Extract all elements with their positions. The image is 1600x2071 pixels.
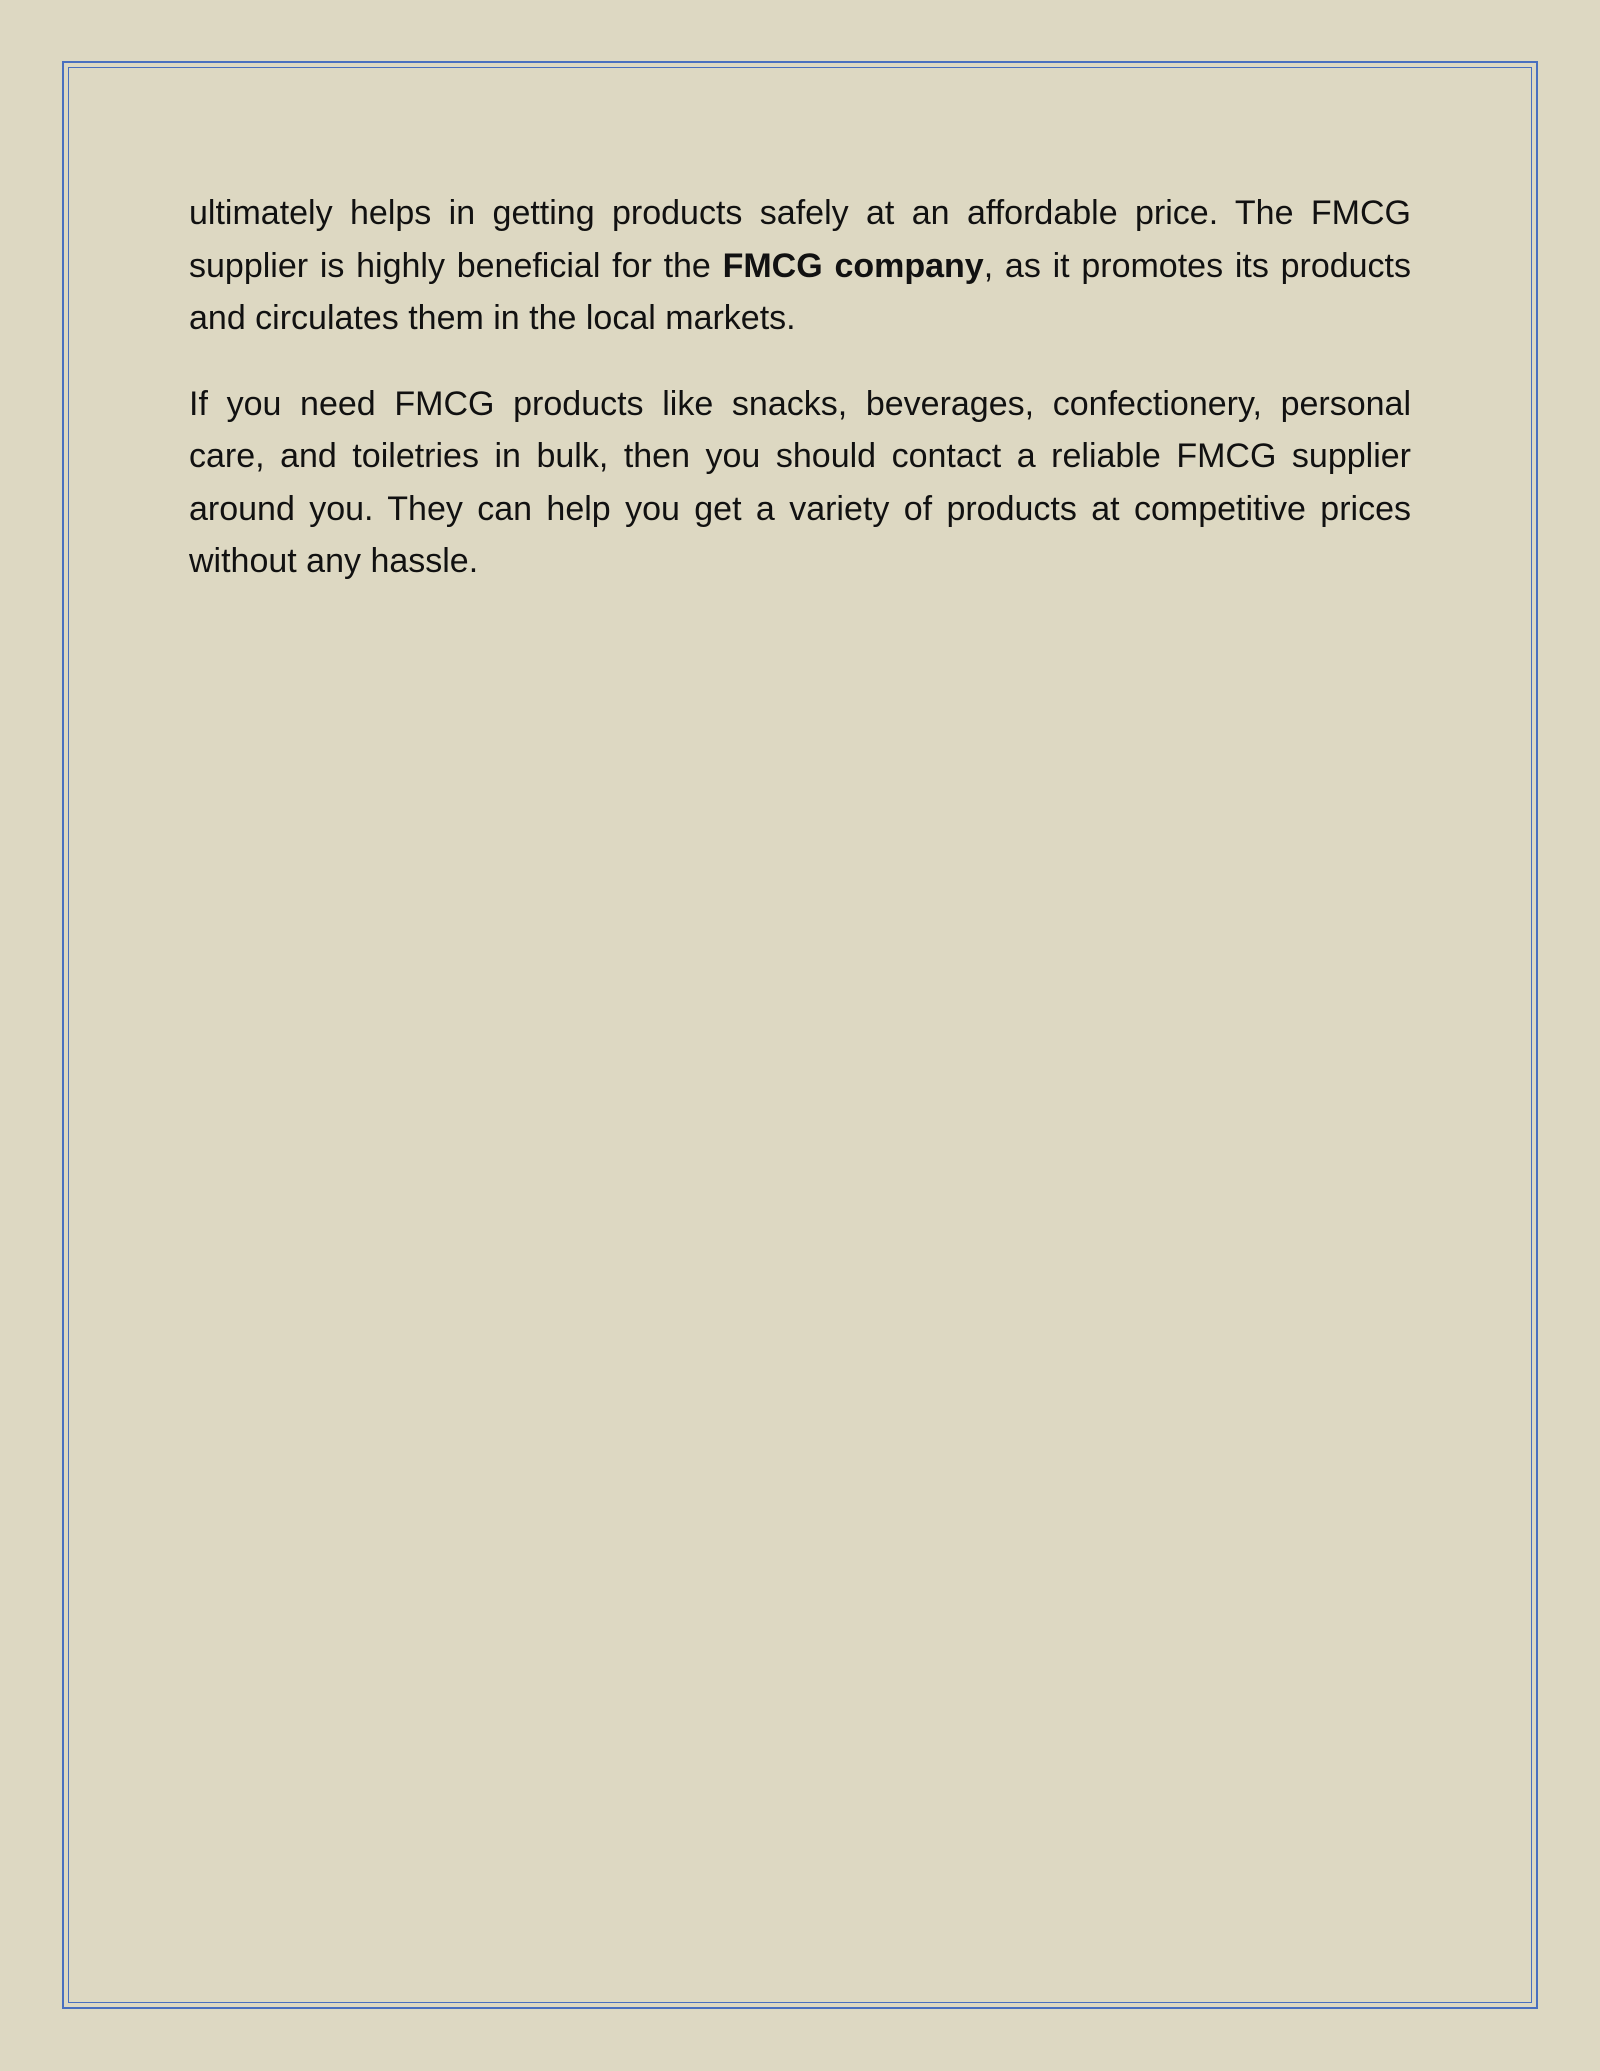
paragraph-1-text-end: , as it promotes its products and circulates them in the local markets. xyxy=(189,246,1411,337)
paragraph-1-text-start: ultimately helps in getting products safely at an affordable price. The FMCG supplier is highly beneficial for the xyxy=(189,194,1411,285)
paragraph-1 xyxy=(189,187,1411,345)
document-body xyxy=(189,187,1411,621)
fmcg-company-link-text: FMCG company xyxy=(722,246,984,285)
paragraph-2: If you need FMCG products like snacks, beverages, confectionery, personal care, and toiletries in bulk, then you should contact a reliable FMCG supplier around you. They can help you get a variety of products at competitive prices without any hassle. xyxy=(189,384,1411,580)
